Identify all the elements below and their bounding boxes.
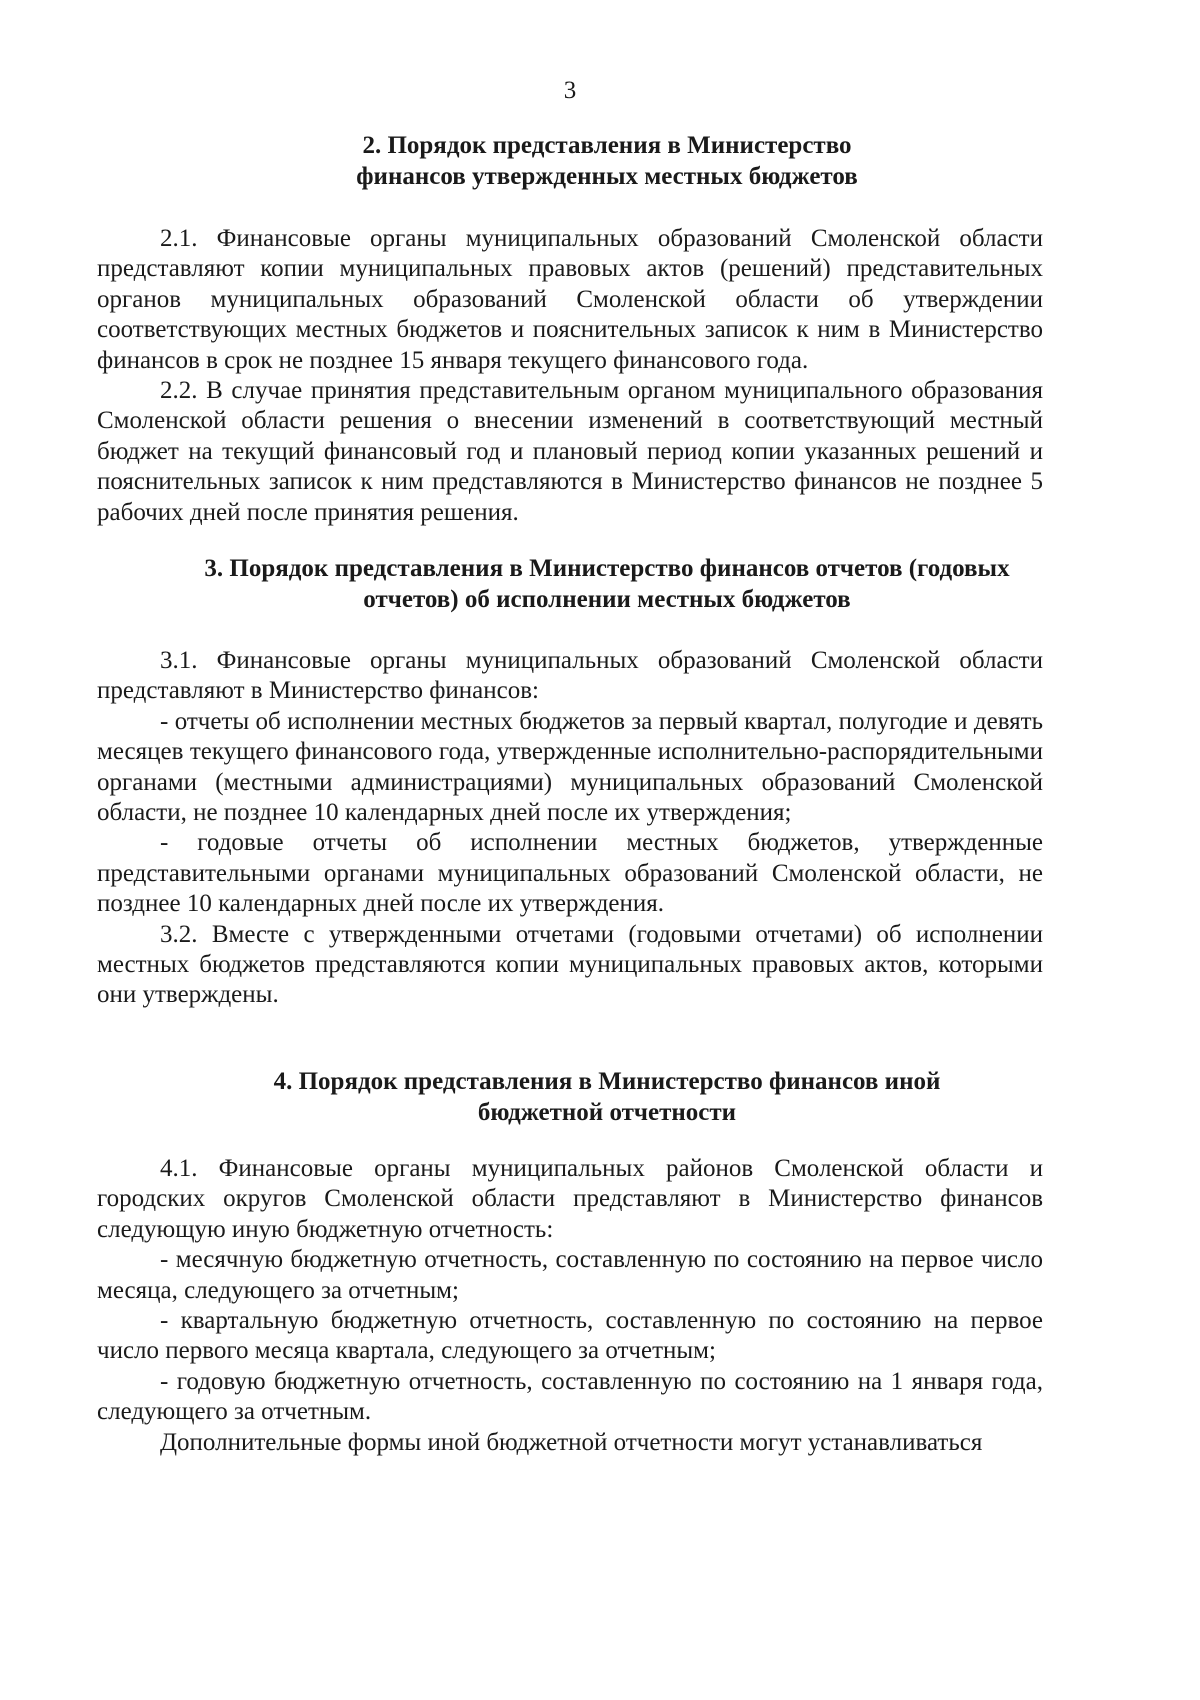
section-3-heading bbox=[97, 553, 1117, 615]
list-item-quarterly-reporting: - квартальную бюджетную отчетность, составленную по состоянию на первое число первого месяца квартала, следующего за отчетным; bbox=[97, 1307, 1043, 1365]
paragraph-3-2: 3.2. Вместе с утвержденными отчетами (годовыми отчетами) об исполнении местных бюджетов представляются копии муниципальных правовых актов, которыми они утверждены. bbox=[97, 920, 1043, 1009]
paragraph-2-2: 2.2. В случае принятия представительным органом муниципального образования Смоленской области решения о внесении изменений в соответствующий местный бюджет на текущий финансовый год и плановый период копии указанных решений и пояснительных записок к ним представляются в Министерство финансов не позднее 5 рабочих дней после принятия решения. bbox=[97, 377, 1043, 526]
section-4-heading-line: 4. Порядок представления в Министерство финансов иной bbox=[273, 1068, 941, 1095]
list-item-annual-reporting: - годовую бюджетную отчетность, составленную по состоянию на 1 января года, следующего за отчетным. bbox=[97, 1367, 1043, 1426]
section-3-body bbox=[97, 646, 1043, 1011]
section-3-heading-line: отчетов) об исполнении местных бюджетов bbox=[363, 586, 851, 613]
section-3-heading-line: 3. Порядок представления в Министерство финансов отчетов (годовых bbox=[204, 555, 1010, 582]
list-item-annual-reports: - годовые отчеты об исполнении местных бюджетов, утвержденные представительными органами муниципальных образований Смоленской области, не позднее 10 календарных дней после их утверждения. bbox=[97, 829, 1043, 918]
paragraph-4-1: 4.1. Финансовые органы муниципальных районов Смоленской области и городских округов Смоленской области представляют в Министерство финансов следующую иную бюджетную отчетность: bbox=[97, 1155, 1043, 1243]
paragraph-2-1: 2.1. Финансовые органы муниципальных образований Смоленской области представляют копии муниципальных правовых актов (решений) представительных органов муниципальных образований Смоленской области об утверждении соответствующих местных бюджетов и пояснительных записок к ним в Министерство финансов в срок не позднее 15 января текущего финансового года. bbox=[97, 225, 1043, 374]
list-item-monthly-reporting: - месячную бюджетную отчетность, составленную по состоянию на первое число месяца, следующего за отчетным; bbox=[97, 1246, 1043, 1304]
section-2-heading-line: 2. Порядок представления в Министерство bbox=[362, 132, 852, 159]
section-4-heading-line: бюджетной отчетности bbox=[477, 1099, 737, 1126]
paragraph-3-1: 3.1. Финансовые органы муниципальных образований Смоленской области представляют в Министерство финансов: bbox=[97, 647, 1043, 705]
section-2-heading bbox=[97, 130, 1117, 192]
section-2-heading-line: финансов утвержденных местных бюджетов bbox=[356, 163, 858, 190]
page-number: 3 bbox=[563, 77, 577, 104]
section-4-heading bbox=[97, 1066, 1117, 1128]
paragraph-additional-forms: Дополнительные формы иной бюджетной отчетности могут устанавливаться bbox=[160, 1428, 983, 1456]
section-4-body bbox=[97, 1154, 1043, 1458]
list-item-quarterly-reports: - отчеты об исполнении местных бюджетов за первый квартал, полугодие и девять месяцев текущего финансового года, утвержденные исполнительно-распорядительными органами (местными администрациями) муниципальных образований Смоленской области, не позднее 10 календарных дней после их утверждения; bbox=[97, 707, 1043, 827]
section-2-body bbox=[97, 224, 1043, 528]
